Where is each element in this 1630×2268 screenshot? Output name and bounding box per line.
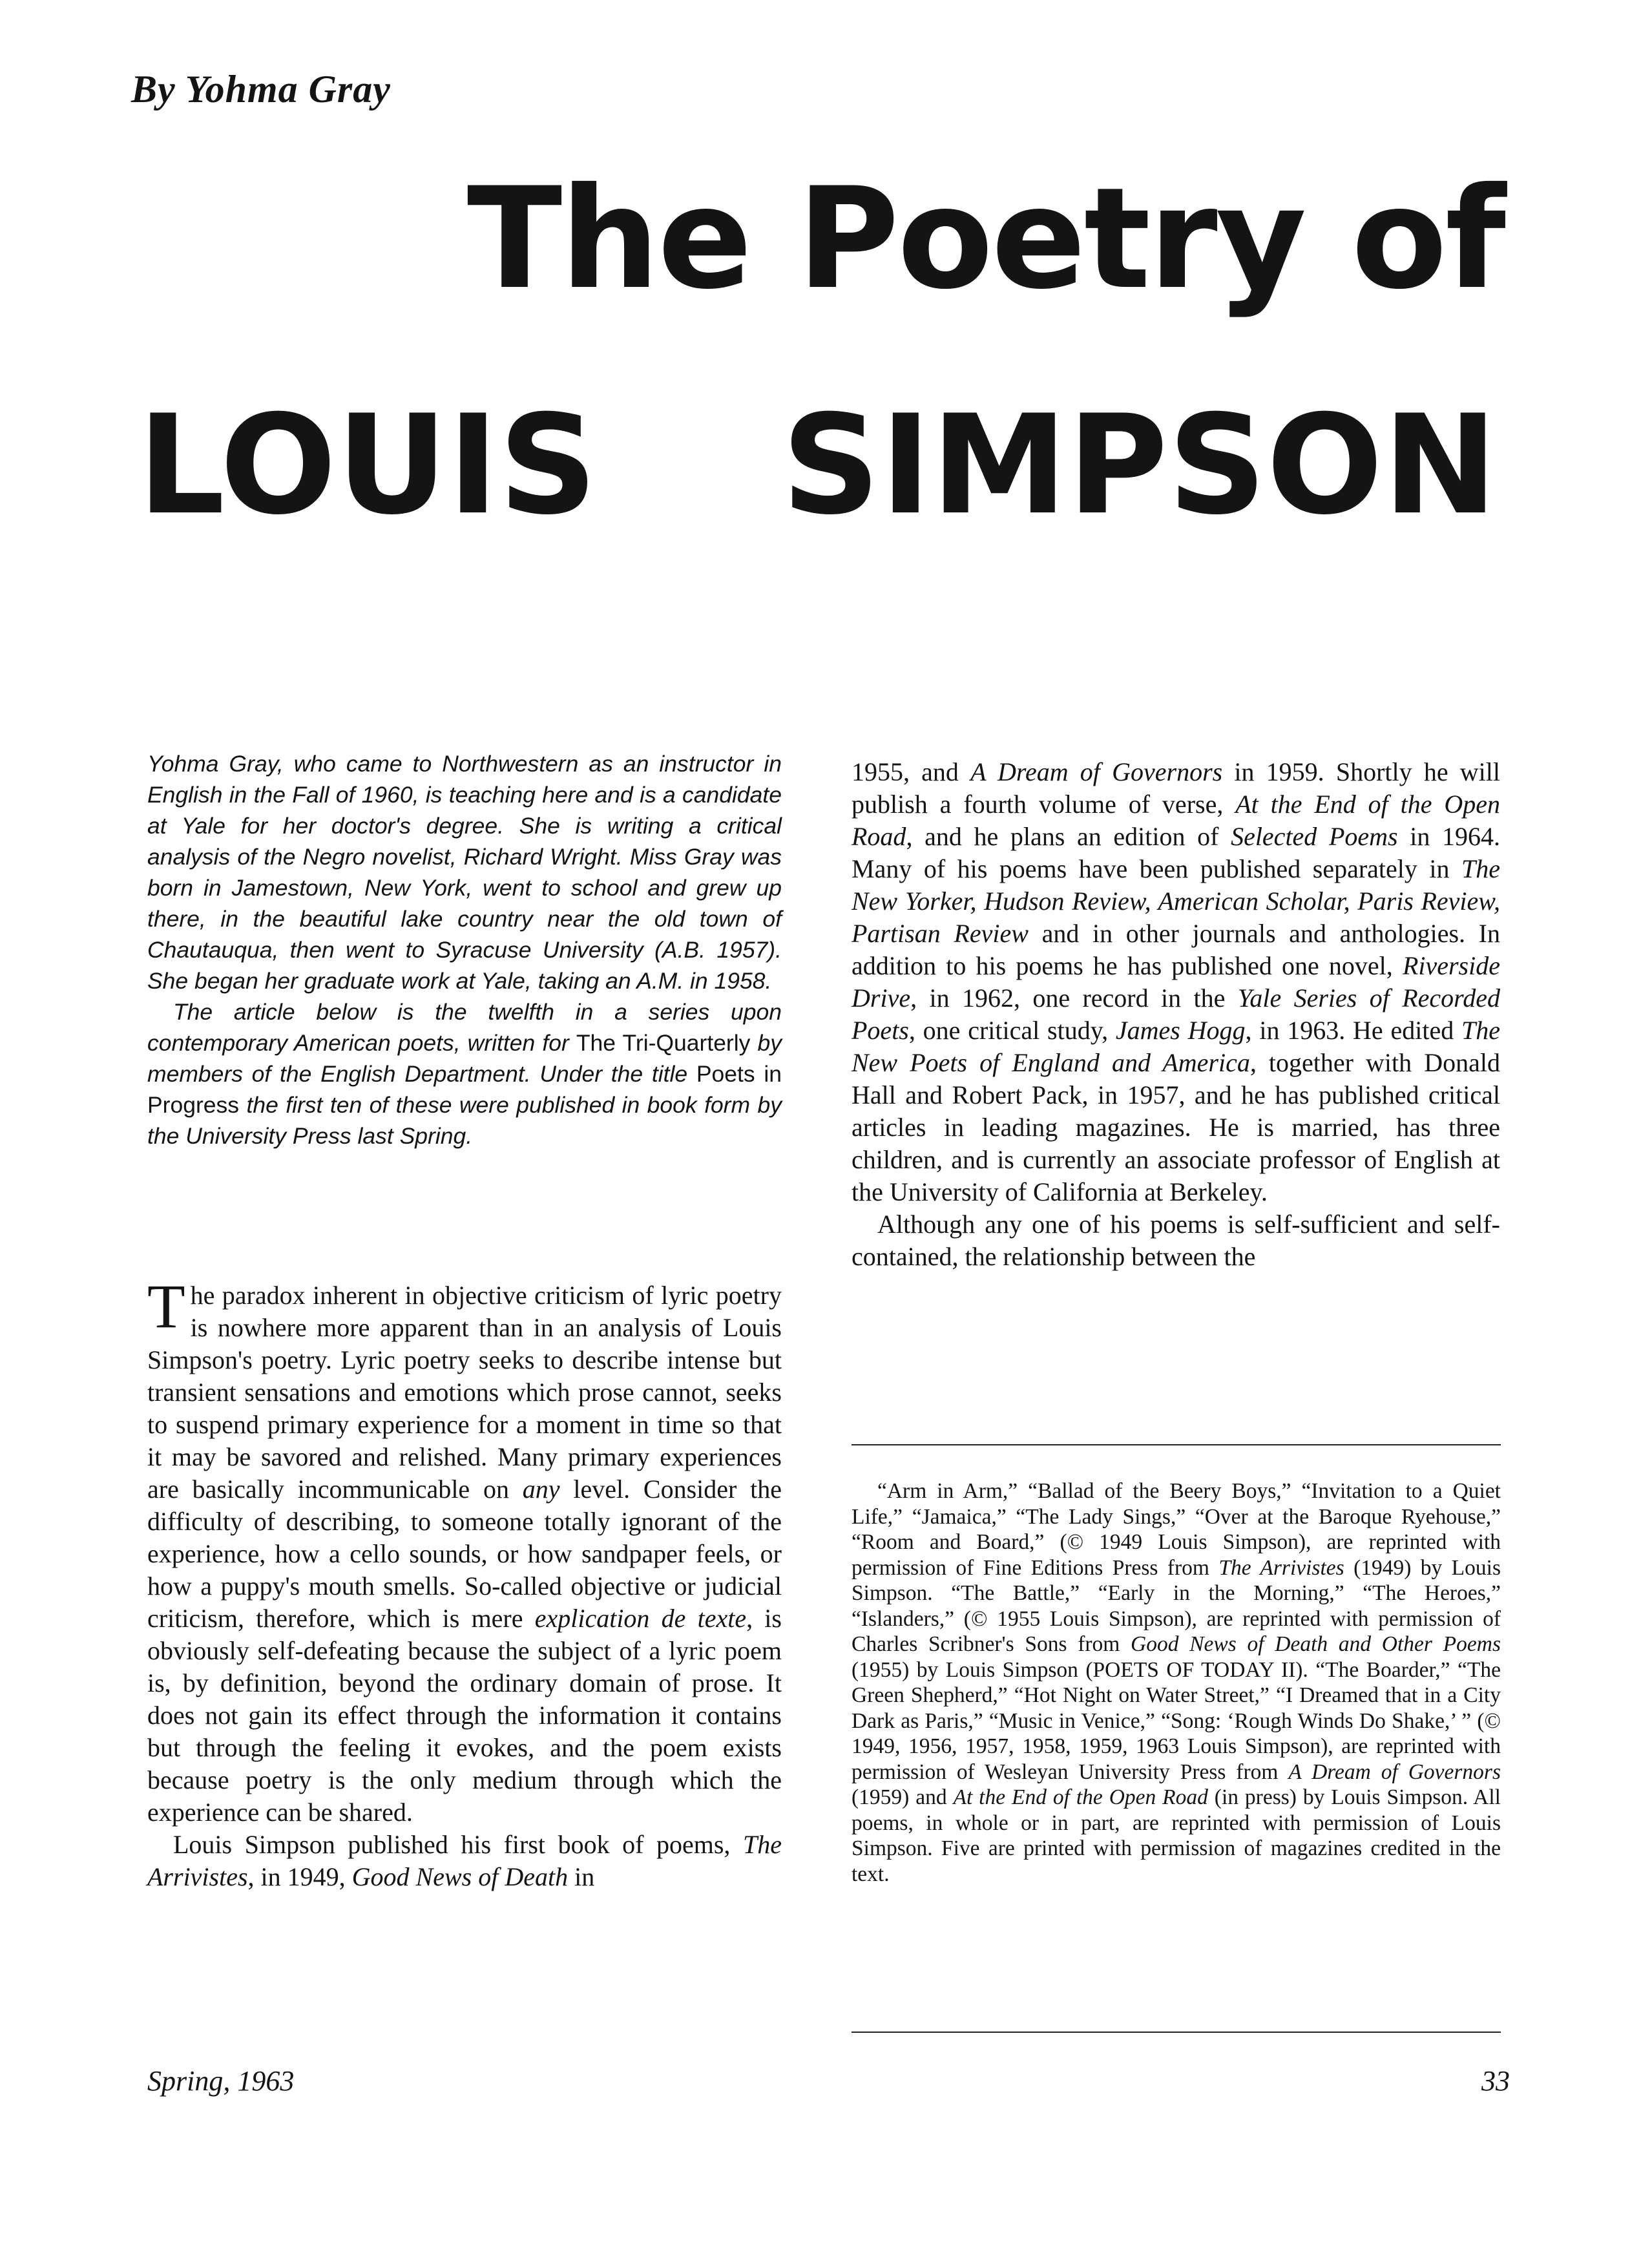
body-text: Louis Simpson published his first book of poems, [173, 1830, 743, 1859]
series-note-text: the first ten of these were published in book form by the University Press last Spring. [147, 1092, 782, 1149]
body-text: in [568, 1862, 595, 1891]
body-paragraph: Although any one of his poems is self-sufficient and self-contained, the relationship between the [852, 1210, 1500, 1271]
article-body-left-column [147, 1272, 782, 1893]
body-text: , in 1963. He edited [1245, 1016, 1461, 1045]
page-title-line-1: The Poetry of [466, 158, 1504, 320]
drop-cap: T [147, 1272, 185, 1341]
emphasis-text: explication de texte [534, 1604, 747, 1633]
body-paragraph [147, 1272, 782, 1829]
emphasis-text: any [522, 1475, 560, 1504]
book-title: Poets in Progress [147, 1061, 782, 1118]
footnote-top-rule [852, 1444, 1501, 1445]
book-title: A Dream of Governors [1288, 1759, 1501, 1784]
book-title: The New Poets of England and America [852, 1016, 1500, 1077]
series-note-text: by members of the English Department. Under the title [147, 1030, 782, 1087]
body-paragraph [147, 1829, 782, 1893]
body-text: , together with Donald Hall and Robert Pack, in 1957, and he has published critical articles in leading magazines. He is married, has three children, and is currently an associate professor of English at the University of California at Berkeley. [852, 1048, 1500, 1206]
body-text: and in other journals and anthologies. In addition to his poems he has published one novel, [852, 919, 1500, 980]
body-text: in 1964. Many of his poems have been published separately in [852, 822, 1500, 883]
record-title: Yale Series of Recorded Poets [852, 983, 1500, 1045]
body-text: , in 1949, [247, 1862, 352, 1891]
body-text: , in 1962, one record in the [910, 983, 1238, 1013]
author-intro [147, 748, 782, 1151]
body-text: he paradox inherent in objective criticism of lyric poetry is nowhere more apparent than in an analysis of Louis Simpson's poetry. Lyric poetry seeks to describe intense but transient sensations and emotions which prose cannot, seeks to suspend primary experience for a moment in time so that it may be savored and relished. Many primary experiences are basically incommunicable on [147, 1281, 782, 1504]
book-title: Good News of Death [351, 1862, 569, 1891]
body-paragraph [852, 756, 1500, 1208]
journal-names: The New Yorker, Hudson Review, American Scholar, Paris Review, Partisan Review [852, 854, 1500, 948]
footnote-paragraph [852, 1478, 1501, 1887]
journal-name: The Tri-Quarterly [576, 1030, 751, 1056]
body-text: level. Consider the difficulty of describing, to someone totally ignorant of the experience, how a cello sounds, or how sandpaper feels, or how a puppy's mouth smells. So-called objective or judicial criticism, therefore, which is mere [147, 1475, 782, 1633]
footnote-text: “Arm in Arm,” “Ballad of the Beery Boys,” “Invitation to a Quiet Life,” “Jamaica,” “The Lady Sings,” “Over at the Baroque Ryehouse,” “Room and Board,” (© 1949 Louis Simpson), are reprinted with permission of Fine Editions Press from [852, 1479, 1501, 1580]
body-text: in 1959. Shortly he will publish a fourth volume of verse, [852, 757, 1500, 819]
book-title: Good News of Death and Other Poems [1131, 1632, 1501, 1656]
body-text: 1955, and [852, 757, 971, 786]
series-note-text: The article below is the twelfth in a series upon contemporary American poets, written for [147, 999, 782, 1056]
book-title: The Arrivistes [147, 1830, 782, 1891]
footnote-text: (in press) by Louis Simpson. All poems, in whole or in part, are reprinted with permission of Louis Simpson. Five are printed with permission of magazines credited in the text. [852, 1785, 1501, 1886]
book-title: At the End of the Open Road [852, 790, 1501, 851]
footnote-text: (1959) and [852, 1785, 954, 1809]
book-title: Riverside Drive [852, 951, 1500, 1013]
footnote-bottom-rule [852, 2032, 1501, 2033]
body-text: , is obviously self-defeating because the subject of a lyric poem is, by definition, beyond the ordinary domain of prose. It does not gain its effect through the information it contains but through the feeling it evokes, and the poem exists because poetry is the only medium through which the experience can be shared. [147, 1604, 782, 1827]
book-title: James Hogg [1115, 1016, 1246, 1045]
body-text: , one critical study, [908, 1016, 1116, 1045]
book-title: A Dream of Governors [970, 757, 1223, 786]
book-title: The Arrivistes [1218, 1555, 1344, 1580]
body-text: , and he plans an edition of [906, 822, 1231, 851]
article-body-right-column [852, 756, 1500, 1273]
book-title: At the End of the Open Road [953, 1785, 1208, 1809]
series-note-paragraph [147, 996, 782, 1151]
permissions-footnote [852, 1478, 1501, 1887]
title-word-simpson: SIMPSON [781, 385, 1498, 545]
footnote-text: (1955) by Louis Simpson (POETS OF TODAY II). “The Boarder,” “The Green Shepherd,” “Hot Night on Water Street,” “I Dreamed that in a City Dark as Paris,” “Music in Venice,” “Song: ‘Rough Winds Do Shake,’ ” (© 1949, 1956, 1957, 1958, 1959, 1963 Louis Simpson), are reprinted with permission of Wesleyan University Press from [852, 1657, 1501, 1784]
page-title-line-2 [138, 385, 1498, 545]
page-number: 33 [1481, 2065, 1510, 2097]
footnote-text: (1949) by Louis Simpson. “The Battle,” “Early in the Morning,” “The Heroes,” “Islanders,” (© 1955 Louis Simpson), are reprinted with permission of Charles Scribner's Sons from [852, 1555, 1501, 1656]
byline: By Yohma Gray [131, 68, 391, 110]
issue-date: Spring, 1963 [147, 2065, 295, 2097]
author-bio-paragraph: Yohma Gray, who came to Northwestern as an instructor in English in the Fall of 1960, is teaching here and is a candidate at Yale for her doctor's degree. She is writing a critical analysis of the Negro novelist, Richard Wright. Miss Gray was born in Jamestown, New York, went to school and grew up there, in the beautiful lake country near the old town of Chautauqua, then went to Syracuse University (A.B. 1957). She began her graduate work at Yale, taking an A.M. in 1958. [147, 751, 782, 994]
book-title: Selected Poems [1231, 822, 1398, 851]
title-word-louis: LOUIS [138, 385, 598, 545]
